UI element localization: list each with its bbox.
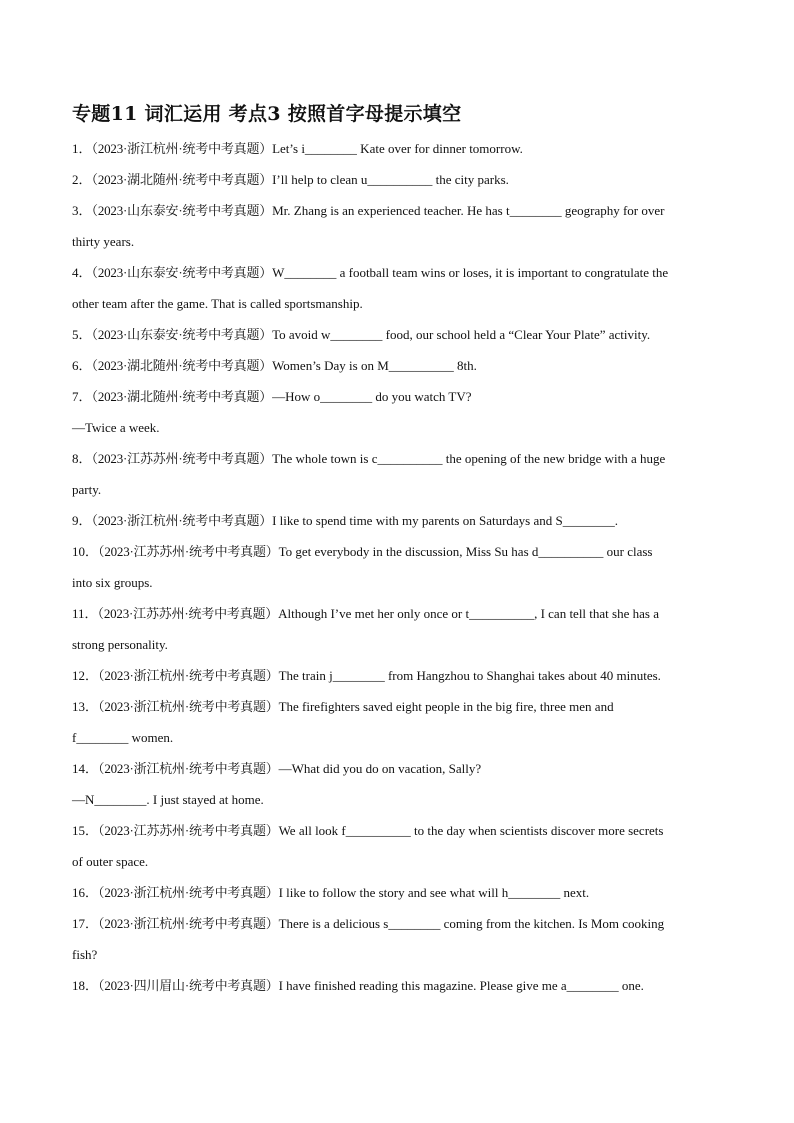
question-item xyxy=(72,536,722,598)
question-item xyxy=(72,381,722,443)
question-item xyxy=(72,660,722,691)
question-text: To avoid w________ food, our school held a “Clear Your Plate” activity. xyxy=(272,327,651,342)
question-text: other team after the game. That is called sportsmanship. xyxy=(72,296,363,311)
question-number: 16． xyxy=(72,885,99,900)
question-line xyxy=(72,629,722,660)
question-line xyxy=(72,691,722,722)
question-line xyxy=(72,226,722,257)
question-line xyxy=(72,164,722,195)
question-number: 9． xyxy=(72,513,92,528)
question-line xyxy=(72,443,722,474)
question-line xyxy=(72,195,722,226)
page-title: 专题11 词汇运用 考点3 按照首字母提示填空 xyxy=(72,103,462,125)
question-text: The whole town is c__________ the opening of the new bridge with a huge xyxy=(272,451,666,466)
question-text: strong personality. xyxy=(72,637,168,652)
question-text: I’ll help to clean u__________ the city parks. xyxy=(272,172,509,187)
question-number: 10． xyxy=(72,544,99,559)
question-source: （2023·浙江杭州·统考中考真题） xyxy=(98,916,279,931)
question-source: （2023·江苏苏州·统考中考真题） xyxy=(98,544,279,559)
question-source: （2023·湖北随州·统考中考真题） xyxy=(91,358,273,373)
question-text: Mr. Zhang is an experienced teacher. He has t________ geography for over xyxy=(272,203,665,218)
question-text: We all look f__________ to the day when scientists discover more secrets xyxy=(278,823,664,838)
question-item xyxy=(72,908,722,970)
question-list xyxy=(72,133,722,1001)
question-line xyxy=(72,846,722,877)
question-source: （2023·江苏苏州·统考中考真题） xyxy=(91,451,273,466)
question-text: W________ a football team wins or loses, it is important to congratulate the xyxy=(272,265,669,280)
question-item xyxy=(72,195,722,257)
question-number: 18． xyxy=(72,978,99,993)
question-number: 8． xyxy=(72,451,92,466)
question-line xyxy=(72,381,722,412)
question-source: （2023·湖北随州·统考中考真题） xyxy=(91,172,273,187)
question-item xyxy=(72,691,722,753)
question-text: —Twice a week. xyxy=(72,420,160,435)
question-text: —N________. I just stayed at home. xyxy=(72,792,264,807)
question-source: （2023·四川眉山·统考中考真题） xyxy=(98,978,279,993)
question-number: 13． xyxy=(72,699,99,714)
question-number: 12． xyxy=(72,668,99,683)
question-text: into six groups. xyxy=(72,575,153,590)
question-number: 15． xyxy=(72,823,99,838)
question-line xyxy=(72,567,722,598)
question-item xyxy=(72,257,722,319)
question-item xyxy=(72,598,722,660)
question-text: The train j________ from Hangzhou to Shanghai takes about 40 minutes. xyxy=(278,668,661,683)
question-item xyxy=(72,753,722,815)
question-line xyxy=(72,815,722,846)
question-number: 14． xyxy=(72,761,99,776)
question-text: Women’s Day is on M__________ 8th. xyxy=(272,358,477,373)
question-line xyxy=(72,288,722,319)
question-line xyxy=(72,319,722,350)
question-item xyxy=(72,319,722,350)
question-text: fish? xyxy=(72,947,98,962)
question-text: I like to spend time with my parents on Saturdays and S________. xyxy=(272,513,618,528)
question-source: （2023·山东泰安·统考中考真题） xyxy=(91,327,273,342)
question-line xyxy=(72,722,722,753)
question-number: 11． xyxy=(72,606,98,621)
question-source: （2023·浙江杭州·统考中考真题） xyxy=(91,513,273,528)
question-line xyxy=(72,474,722,505)
question-number: 3． xyxy=(72,203,92,218)
question-line xyxy=(72,598,722,629)
question-source: （2023·浙江杭州·统考中考真题） xyxy=(98,668,279,683)
question-item xyxy=(72,505,722,536)
question-source: （2023·浙江杭州·统考中考真题） xyxy=(98,761,279,776)
question-text: —What did you do on vacation, Sally? xyxy=(278,761,482,776)
question-source: （2023·湖北随州·统考中考真题） xyxy=(91,389,273,404)
document-page xyxy=(72,101,722,1001)
question-source: （2023·山东泰安·统考中考真题） xyxy=(91,265,273,280)
question-item xyxy=(72,877,722,908)
question-line xyxy=(72,939,722,970)
question-text: The firefighters saved eight people in the big fire, three men and xyxy=(278,699,614,714)
question-number: 7． xyxy=(72,389,92,404)
question-source: （2023·浙江杭州·统考中考真题） xyxy=(91,141,273,156)
question-line xyxy=(72,753,722,784)
question-line xyxy=(72,970,722,1001)
question-text: Although I’ve met her only once or t__________, I can tell that she has a xyxy=(278,606,659,621)
question-source: （2023·山东泰安·统考中考真题） xyxy=(91,203,273,218)
question-number: 4． xyxy=(72,265,92,280)
question-text: thirty years. xyxy=(72,234,135,249)
question-line xyxy=(72,784,722,815)
question-item xyxy=(72,970,722,1001)
question-text: To get everybody in the discussion, Miss Su has d__________ our class xyxy=(278,544,653,559)
question-text: Let’s i________ Kate over for dinner tomorrow. xyxy=(272,141,523,156)
question-item xyxy=(72,133,722,164)
question-text: of outer space. xyxy=(72,854,149,869)
question-number: 6． xyxy=(72,358,92,373)
question-line xyxy=(72,908,722,939)
question-text: party. xyxy=(72,482,102,497)
question-number: 5． xyxy=(72,327,92,342)
question-item xyxy=(72,164,722,195)
question-item xyxy=(72,350,722,381)
question-source: （2023·浙江杭州·统考中考真题） xyxy=(98,885,279,900)
question-line xyxy=(72,660,722,691)
question-text: f________ women. xyxy=(72,730,174,745)
question-line xyxy=(72,350,722,381)
question-line xyxy=(72,257,722,288)
question-line xyxy=(72,536,722,567)
question-text: —How o________ do you watch TV? xyxy=(272,389,472,404)
question-number: 17． xyxy=(72,916,99,931)
question-line xyxy=(72,877,722,908)
question-text: I like to follow the story and see what will h________ next. xyxy=(278,885,590,900)
question-item xyxy=(72,815,722,877)
question-source: （2023·江苏苏州·统考中考真题） xyxy=(98,823,279,838)
question-text: There is a delicious s________ coming from the kitchen. Is Mom cooking xyxy=(278,916,665,931)
question-source: （2023·浙江杭州·统考中考真题） xyxy=(98,699,279,714)
question-text: I have finished reading this magazine. Please give me a________ one. xyxy=(278,978,644,993)
question-line xyxy=(72,133,722,164)
question-item xyxy=(72,443,722,505)
question-source: （2023·江苏苏州·统考中考真题） xyxy=(97,606,279,621)
question-number: 2． xyxy=(72,172,92,187)
question-line xyxy=(72,505,722,536)
question-line xyxy=(72,412,722,443)
question-number: 1． xyxy=(72,141,92,156)
